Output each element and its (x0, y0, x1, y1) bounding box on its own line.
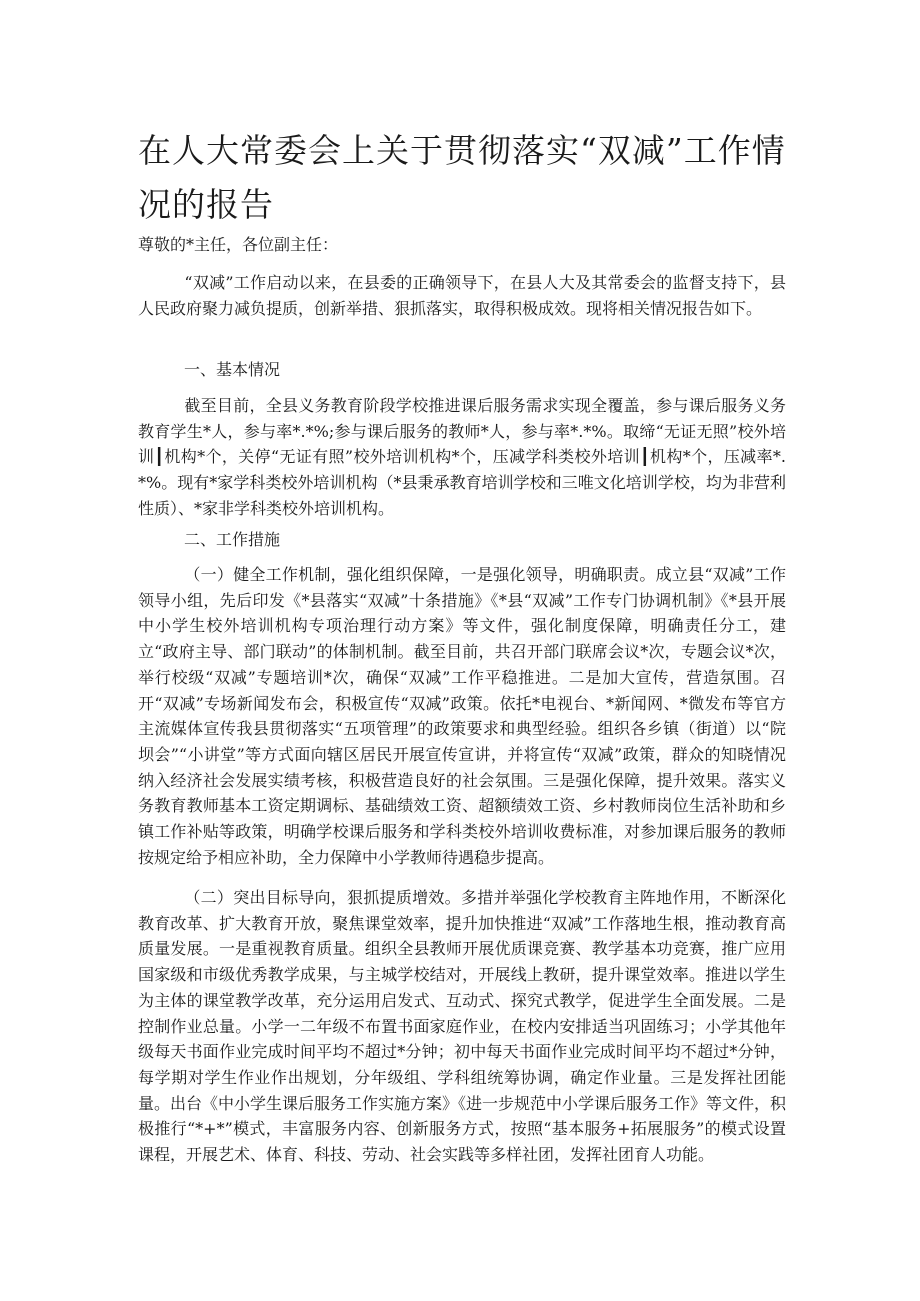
document-title: 在人大常委会上关于贯彻落实“双减”工作情况的报告 (138, 131, 786, 224)
basic-situation-paragraph: 截至目前，全县义务教育阶段学校推进课后服务需求实现全覆盖，参与课后服务义务教育学生*人，参与率*.*%;参与课后服务的教师*人，参与率*.*%。取缔“无证无照”校外培训┃机构*个，关停“无证有照”校外培训机构*个，压减学科类校外培训┃机构*个，压减率*.*%。现有*家学科类校外培训机构（*县秉承教育培训学校和三唯文化培训学校，均为非营利性质）、*家非学科类校外培训机构。 (138, 396, 786, 518)
section-heading-basic: 一、基本情况 (184, 360, 281, 379)
measure-2-paragraph: （二）突出目标导向，狠抓提质增效。多措并举强化学校教育主阵地作用，不断深化教育改革、扩大教育开放，聚焦课堂效率，提升加快推进“双减”工作落地生根，推动教育高质量发展。一是重视教育质量。组织全县教师开展优质课竞赛、教学基本功竞赛，推广应用国家级和市级优秀教学成果，与主城学校结对，开展线上教研，提升课堂效率。推进以学生为主体的课堂教学改革，充分运用启发式、互动式、探究式教学，促进学生全面发展。二是控制作业总量。小学一二年级不布置书面家庭作业，在校内安排适当巩固练习；小学其他年级每天书面作业完成时间平均不超过*分钟；初中每天书面作业完成时间平均不超过*分钟，每学期对学生作业作出规划，分年级组、学科组统筹协调，确定作业量。三是发挥社团能量。出台《中小学生课后服务工作实施方案》《进一步规范中小学课后服务工作》等文件，积极推行“*+*”模式，丰富服务内容、创新服务方式，按照“基本服务+拓展服务”的模式设置课程，开展艺术、体育、科技、劳动、社会实践等多样社团，发挥社团育人功能。 (138, 888, 787, 1165)
intro-paragraph: “双减”工作启动以来，在县委的正确领导下，在县人大及其常委会的监督支持下，县人民政府聚力减负提质，创新举措、狠抓落实，取得积极成效。现将相关情况报告如下。 (138, 273, 786, 318)
salutation: 尊敬的*主任，各位副主任： (138, 235, 339, 254)
measure-1-paragraph: （一）健全工作机制，强化组织保障，一是强化领导，明确职责。成立县“双减”工作领导小组，先后印发《*县落实“双减”十条措施》《*县“双减”工作专门协调机制》《*县开展中小学生校外培训机构专项治理行动方案》等文件，强化制度保障，明确责任分工，建立“政府主导、部门联动”的体制机制。截至目前，共召开部门联席会议*次，专题会议*次，举行校级“双减”专题培训*次，确保“双减”工作平稳推进。二是加大宣传，营造氛围。召开“双减”专场新闻发布会，积极宣传“双减”政策。依托*电视台、*新闻网、*微发布等官方主流媒体宣传我县贯彻落实“五项管理”的政策要求和典型经验。组织各乡镇（街道）以“院坝会”“小讲堂”等方式面向辖区居民开展宣传宣讲，并将宣传“双减”政策，群众的知晓情况纳入经济社会发展实绩考核，积极营造良好的社会氛围。三是强化保障，提升效果。落实义务教育教师基本工资定期调标、基础绩效工资、超额绩效工资、乡村教师岗位生活补助和乡镇工作补贴等政策，明确学校课后服务和学科类校外培训收费标准，对参加课后服务的教师按规定给予相应补助，全力保障中小学教师待遇稳步提高。 (138, 565, 786, 867)
section-heading-measures: 二、工作措施 (184, 530, 281, 549)
